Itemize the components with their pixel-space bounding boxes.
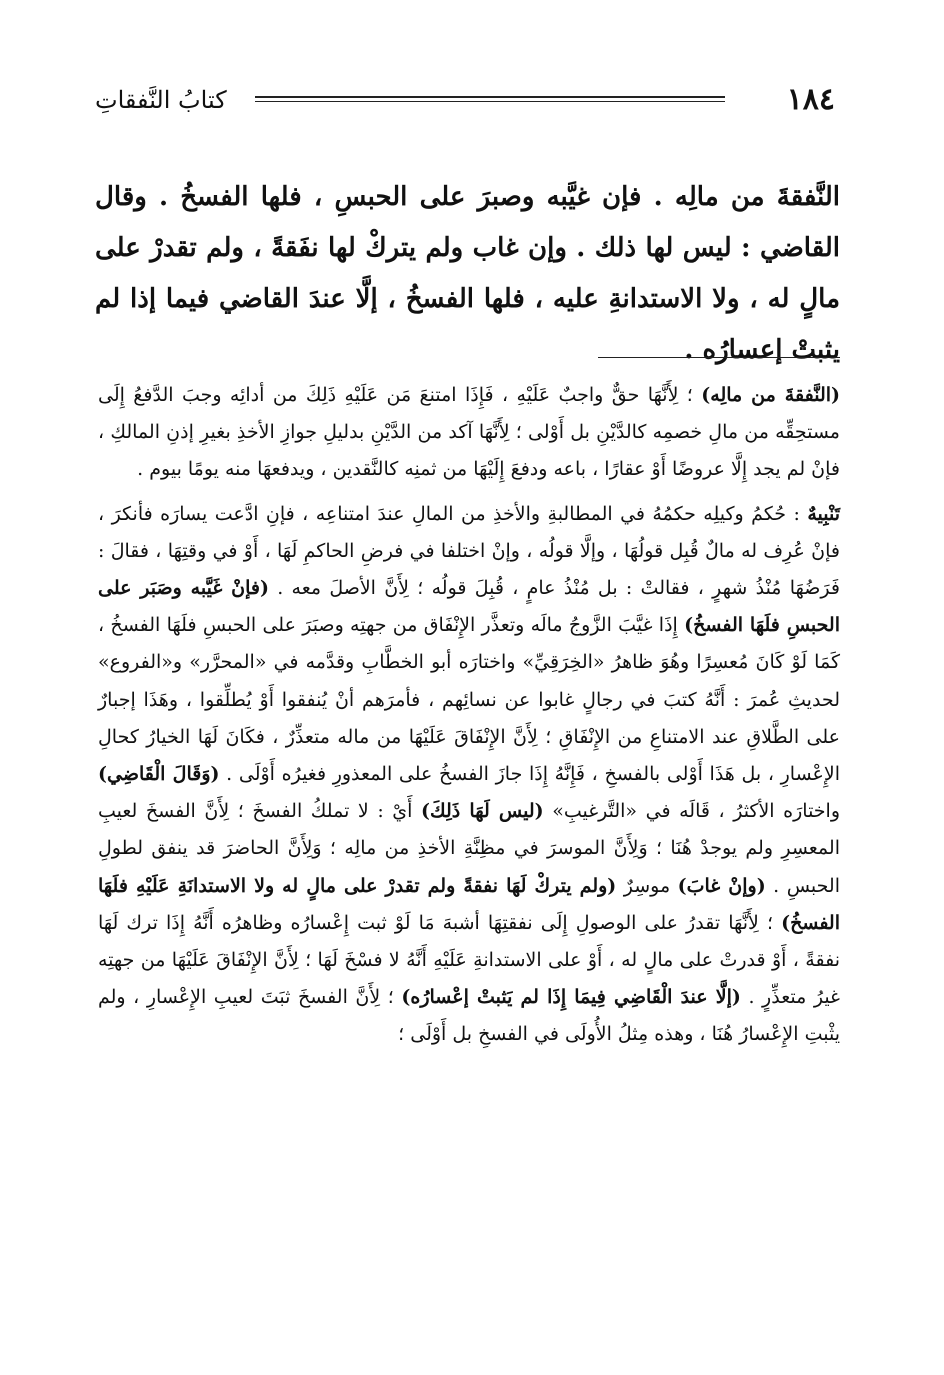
header-rule-thin xyxy=(255,101,725,102)
commentary-text: ؛ لِأَنَّهَا حقٌّ واجبٌ عَلَيْهِ ، فَإِذَا امتنعَ مَن عَلَيْهِ ذَلِكَ من أدائِه وجبَ الدَّفعُ إِلَى مستحِقِّه من مالِ خصمِه كالدَّيْنِ بل أَوْلى ؛ لِأَنَّهَا آكد من الدَّيْنِ بدليلِ جوازِ الأخذِ بغيرِ إذنِ المالكِ ، فإنْ لم يجد إِلَّا عروضًا أَوْ عقارًا ، باعه ودفعَ إِلَيْهَا من ثمنِه كالنَّقدين ، ويدفعهَا منه يومًا بيوم . xyxy=(98,384,840,481)
page-header xyxy=(95,82,835,122)
commentary xyxy=(98,377,840,1054)
quoted-main-text: (وَقَالَ الْقَاضِي) xyxy=(98,763,220,786)
commentary-text: إِذَا غيَّبَ الزَّوجُ مالَه وتعذَّر الإِنْفَاق من جهتِه وصبَرَ على الحبسِ فلَهَا الفسخُ ، كَمَا لَوْ كَانَ مُعسِرًا وهُوَ ظاهرُ «الخِرَقِيِّ» واختارَه أبو الخطَّابِ وقدَّمه في «المحرَّر» و«الفروع» لحديثِ عُمرَ : أَنَّهُ كتبَ في رجالٍ غابوا عن نسائِهم ، فأمرَهم أنْ يُنفقوا أَوْ يُطلِّقوا ، وهَذَا إجبارٌ على الطَّلاقِ عند الامتناعِ من الإِنْفَاقِ ؛ لِأَنَّ الإِنْفَاقَ عَلَيْهَا من ماله متعذِّرٌ ، فكَانَ لَهَا الخيارُ كحالِ الإِعْسارِ ، بل هَذَا أَوْلى بالفسخِ ، فَإِنَّهُ إِذَا جازَ الفسخُ على المعذورِ فغيرُه أَوْلَى . xyxy=(98,614,840,786)
main-text-paragraph: النَّفقةَ من مالِه . فإن غيَّبه وصبرَ على الحبسِ ، فلها الفسخُ . وقال القاضي : ليس لها ذلك . وإن غاب ولم يتركْ لها نفَقةً ، ولم تقدرْ على مالٍ له ، ولا الاستدانةِ عليه ، فلها الفسخُ ، إلَّا عندَ القاضي فيما إذا لم يثبتْ إعسارُه . xyxy=(95,182,840,365)
commentary-text: أَيْ : لا تملكُ الفسخَ ؛ لِأَنَّ الفسخَ لعيبِ المعسِرِ ولم يوجدْ هُنَا ؛ وَلِأَنَّ الموسرَ في مظِنَّةِ الأخذِ من مالِه ؛ وَلِأَنَّ الحاضرَ قد ينفق لطولِ الحبسِ . xyxy=(98,800,840,897)
running-title: كتابُ النَّفقاتِ xyxy=(95,86,227,114)
commentary-text: ؛ لِأَنَّ الفسخَ ثبَتَ لعيبِ الإِعْسارِ ، ولم يثْبتِ الإِعْسارُ هُنَا ، وهذه مِثلُ الأُولَى في الفسخِ بل أَوْلَى ؛ xyxy=(98,986,840,1046)
page-number: ١٨٤ xyxy=(786,82,835,117)
commentary-paragraph-2 xyxy=(98,496,840,1054)
commentary-text: موسِرٌ xyxy=(616,874,678,897)
commentary-text: ؛ لِأَنَّهَا تقدرُ على الوصولِ إِلَى نفقتِهَا أشبهَ مَا لَوْ ثبت إِعْسارُه وظاهرُه أَنَّهُ إِذَا ترك لَهَا نفقةً ، أَوْ قدرتْ على مالٍ له ، أَوْ على الاستدانةِ عَلَيْهِ أَنَّهُ لا فسْخَ لَهَا ؛ لِأَنَّ الإِنْفَاقَ عَلَيْهَا من جهتِه غيرُ متعذِّرٍ . xyxy=(98,911,840,1009)
main-text xyxy=(95,172,840,376)
quoted-main-text: (النَّفقةَ من مالِه) xyxy=(701,384,840,406)
quoted-main-text: (ولم يتركْ لَهَا نفقةً ولم تقدرْ على مالٍ له ولا الاستدانَةِ عَلَيْهِ فلَهَا الفسخُ) xyxy=(98,874,840,934)
footnote-divider xyxy=(598,357,840,358)
quoted-main-text: (وإنْ غابَ) xyxy=(677,874,766,897)
header-rule xyxy=(255,96,725,98)
commentary-text: : حُكمُ وكيلِه حكمُهُ في المطالبةِ والأخذِ من المالِ عندَ امتناعِه ، فإنِ ادَّعت يسارَه فأنكرَ ، فإنْ عُرِف له مالٌ قُبِل قولُهَا ، وإلَّا قولُه ، وإنْ اختلفا في فرضِ الحاكمِ لَهَا ، أَوْ في وقتِهَا ، فقالَ : فَرَضُهَا مُنْذُ شهرٍ ، فقالتْ : بل مُنْذُ عامٍ ، قُبِلَ قولُه ؛ لِأَنَّ الأصلَ معه . xyxy=(98,502,840,600)
quoted-main-text: (فإنْ غَيَّبه وصَبَر على الحبسِ فلَهَا الفسخُ) xyxy=(98,577,840,637)
quoted-main-text: (إلَّا عندَ الْقَاضِي فِيمَا إِذَا لم يَثبتْ إعْسارُه) xyxy=(401,986,741,1009)
commentary-paragraph-1 xyxy=(98,377,840,489)
quoted-main-text: تَنْبِيهٌ xyxy=(807,502,840,525)
quoted-main-text: (ليس لَهَا ذَلِكَ) xyxy=(421,800,544,823)
commentary-text: واختارَه الأكثرُ ، قَالَه في «التَّرغيبِ» xyxy=(543,800,840,823)
